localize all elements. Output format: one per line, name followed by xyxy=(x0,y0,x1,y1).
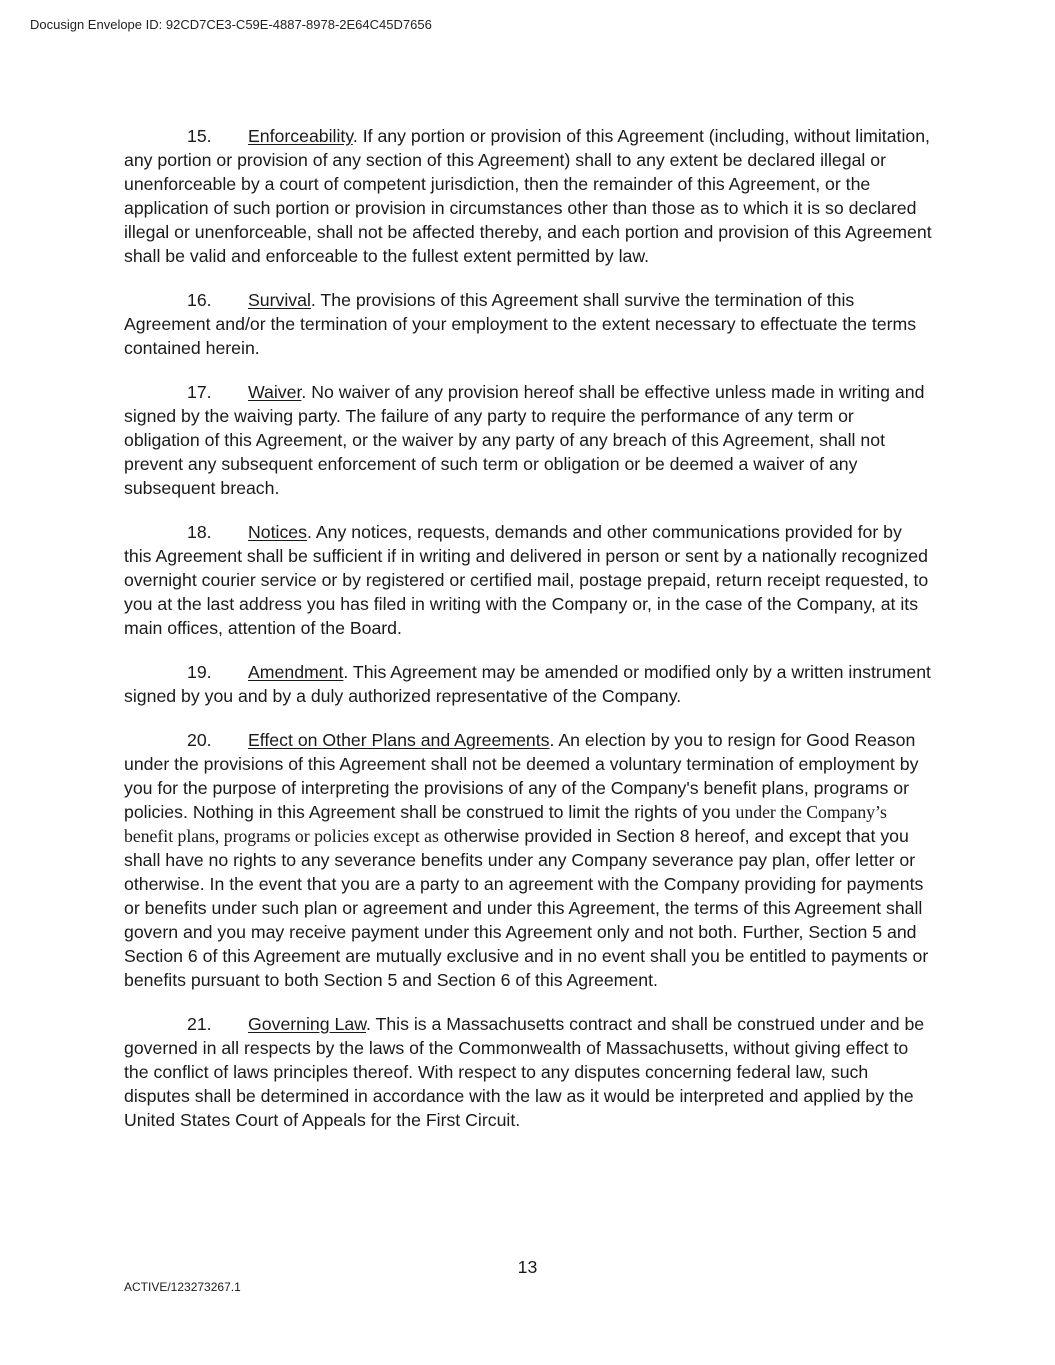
section-text: . Any notices, requests, demands and other communications provided for by this Agreement shall be sufficient if in writing and delivered in person or sent by a nationally recognized overnight courier service or by registered or certified mail, postage prepaid, return receipt requested, to you at the last address you has filed in writing with the Company or, in the case of the Company, at its main offices, attention of the Board. xyxy=(124,522,929,638)
section-text: . If any portion or provision of this Agreement (including, without limitation, any portion or provision of any section of this Agreement) shall to any extent be declared illegal or unenforceable by a court of competent jurisdiction, then the remainder of this Agreement, or the application of such portion or provision in circumstances other than those as to which it is so declared illegal or unenforceable, shall not be affected thereby, and each portion and provision of this Agreement shall be valid and enforceable to the fullest extent permitted by law. xyxy=(124,126,932,266)
section-heading: Notices xyxy=(248,522,307,542)
section-number: 18. xyxy=(187,522,212,542)
section-heading: Governing Law xyxy=(248,1014,366,1034)
envelope-id-header: Docusign Envelope ID: 92CD7CE3-C59E-4887-8978-2E64C45D7656 xyxy=(30,17,432,32)
section-16-survival xyxy=(124,288,932,360)
section-heading: Amendment xyxy=(248,662,344,682)
section-number: 17. xyxy=(187,382,212,402)
section-heading: Enforceability xyxy=(248,126,353,146)
section-number: 21. xyxy=(187,1014,212,1034)
section-heading: Effect on Other Plans and Agreements xyxy=(248,730,550,750)
section-number: 19. xyxy=(187,662,212,682)
section-number: 20. xyxy=(187,730,212,750)
section-text: . This is a Massachusetts contract and shall be construed under and be governed in all respects by the laws of the Commonwealth of Massachusetts, without giving effect to the conflict of laws principles thereof. With respect to any disputes concerning federal law, such disputes shall be determined in accordance with the law as it would be interpreted and applied by the United States Court of Appeals for the First Circuit. xyxy=(124,1014,925,1130)
section-heading: Survival xyxy=(248,290,311,310)
section-text-part-b: otherwise provided in Section 8 hereof, and except that you shall have no rights to any severance benefits under any Company severance pay plan, offer letter or otherwise. In the event that you are a party to an agreement with the Company providing for payments or benefits under such plan or agreement and under this Agreement, the terms of this Agreement shall govern and you may receive payment under this Agreement only and not both. Further, Section 5 and Section 6 of this Agreement are mutually exclusive and in no event shall you be entitled to payments or benefits pursuant to both Section 5 and Section 6 of this Agreement. xyxy=(124,826,929,990)
section-text: . The provisions of this Agreement shall survive the termination of this Agreement and/or the termination of your employment to the extent necessary to effectuate the terms contained herein. xyxy=(124,290,917,358)
section-heading: Waiver xyxy=(248,382,302,402)
section-21-governing-law xyxy=(124,1012,932,1132)
section-20-effect-on-other-plans xyxy=(124,728,932,992)
section-number: 15. xyxy=(187,126,212,146)
section-text-part-a: . An election by you to resign for Good Reason under the provisions of this Agreement shall not be deemed a voluntary termination of employment by you for the purpose of interpreting the provisions of any of the Company's benefit plans, programs or policies. Nothing in this Agreement shall be construed to limit the rights of you xyxy=(124,730,919,822)
section-15-enforceability xyxy=(124,124,932,268)
section-text-serif-insert: under the Company’s benefit plans, programs or policies except as xyxy=(124,802,887,846)
document-id-footer: ACTIVE/123273267.1 xyxy=(124,1280,241,1294)
section-number: 16. xyxy=(187,290,212,310)
document-body xyxy=(124,124,932,1152)
section-17-waiver xyxy=(124,380,932,500)
section-19-amendment xyxy=(124,660,932,708)
section-18-notices xyxy=(124,520,932,640)
section-text: . No waiver of any provision hereof shall be effective unless made in writing and signed by the waiving party. The failure of any party to require the performance of any term or obligation of this Agreement, or the waiver by any party of any breach of this Agreement, shall not prevent any subsequent enforcement of such term or obligation or be deemed a waiver of any subsequent breach. xyxy=(124,382,925,498)
section-text: . This Agreement may be amended or modified only by a written instrument signed by you and by a duly authorized representative of the Company. xyxy=(124,662,931,706)
page-number: 13 xyxy=(517,1257,538,1277)
